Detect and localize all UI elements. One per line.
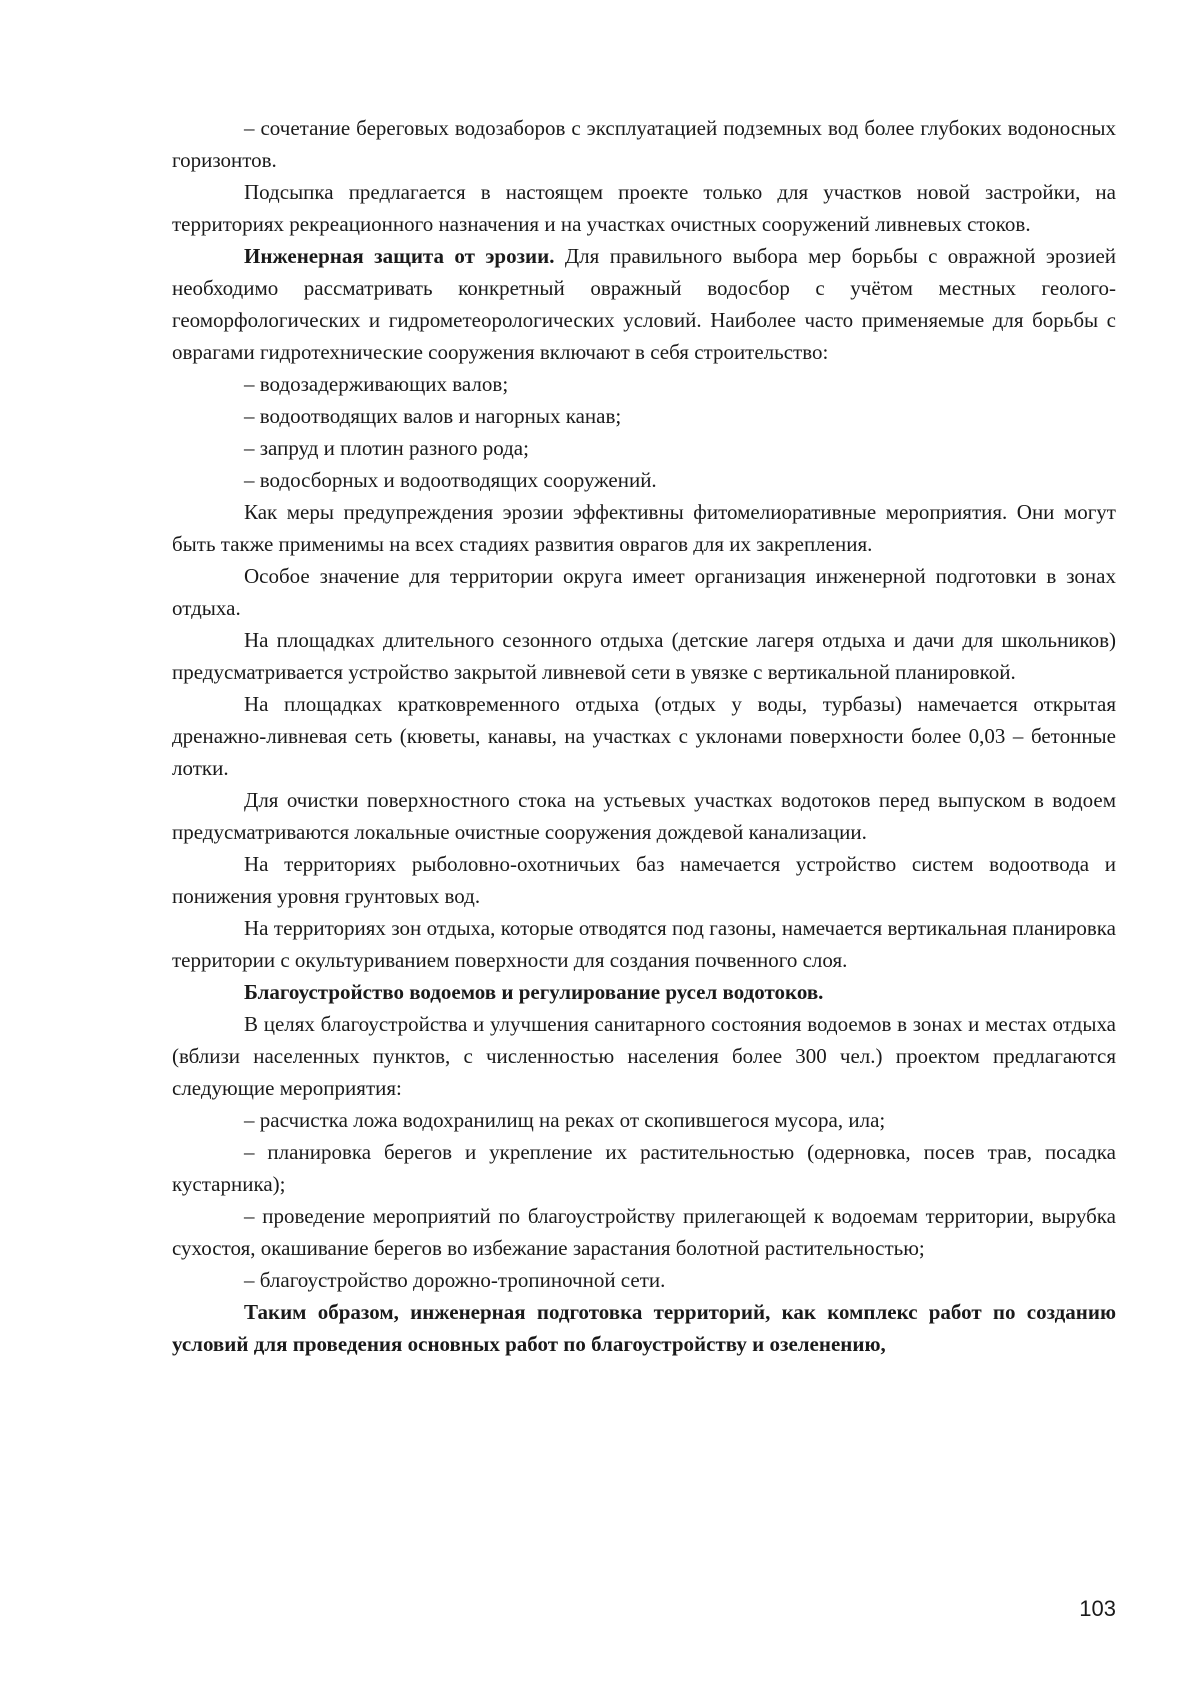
section-heading-reservoirs: Благоустройство водоемов и регулирование русел водотоков. — [244, 980, 824, 1004]
paragraph-16: В целях благоустройства и улучшения санитарного состояния водоемов в зонах и местах отдыха (вблизи населенных пунктов, с численностью населения более 300 чел.) проектом предлагаются следующие мероприятия: — [172, 1012, 1116, 1100]
list-item: – водоотводящих валов и нагорных канав; — [244, 404, 622, 428]
list-item: – планировка берегов и укрепление их растительностью (одерновка, посев трав, посадка кустарника); — [172, 1140, 1116, 1196]
list-item: – расчистка ложа водохранилищ на реках от скопившегося мусора, ила; — [244, 1108, 886, 1132]
conclusion-bold-text: Таким образом, инженерная подготовка территорий, как комплекс работ по созданию условий для проведения основных работ по благоустройству и озеленению, — [172, 1300, 1116, 1356]
paragraph-10: На площадках длительного сезонного отдыха (детские лагеря отдыха и дачи для школьников) предусматривается устройство закрытой ливневой сети в увязке с вертикальной планировкой. — [172, 628, 1116, 684]
paragraph-3 — [172, 240, 1116, 368]
conclusion-paragraph — [172, 1296, 1116, 1360]
paragraph-11: На площадках кратковременного отдыха (отдых у воды, турбазы) намечается открытая дренажно-ливневая сеть (кюветы, канавы, на участках с уклонами поверхности более 0,03 – бетонные лотки. — [172, 692, 1116, 780]
section-heading-erosion: Инженерная защита от эрозии. — [244, 244, 555, 268]
paragraph-1: – сочетание береговых водозаборов с эксплуатацией подземных вод более глубоких водоносных горизонтов. — [172, 116, 1116, 172]
paragraph-8: Как меры предупреждения эрозии эффективны фитомелиоративные мероприятия. Они могут быть также применимы на всех стадиях развития оврагов для их закрепления. — [172, 500, 1116, 556]
paragraph-14: На территориях зон отдыха, которые отводятся под газоны, намечается вертикальная планировка территории с окультуриванием поверхности для создания почвенного слоя. — [172, 916, 1116, 972]
paragraph-12: Для очистки поверхностного стока на устьевых участках водотоков перед выпуском в водоем предусматриваются локальные очистные сооружения дождевой канализации. — [172, 788, 1116, 844]
paragraph-9: Особое значение для территории округа имеет организация инженерной подготовки в зонах отдыха. — [172, 564, 1116, 620]
list-item: – благоустройство дорожно-тропиночной сети. — [244, 1268, 666, 1292]
paragraph-2: Подсыпка предлагается в настоящем проекте только для участков новой застройки, на территориях рекреационного назначения и на участках очистных сооружений ливневых стоков. — [172, 180, 1116, 236]
paragraph-15 — [172, 976, 1116, 1008]
paragraph-3-text: Для правильного выбора мер борьбы с овражной эрозией необходимо рассматривать конкретный овражный водосбор с учётом местных геолого-геоморфологических и гидрометеорологических условий. Наиболее часто применяемые для борьбы с оврагами гидротехнические сооружения включают в себя строительство: — [172, 244, 1116, 364]
list-item: – запруд и плотин разного рода; — [244, 436, 529, 460]
document-page — [172, 112, 1116, 1360]
paragraph-13: На территориях рыболовно-охотничьих баз намечается устройство систем водоотвода и понижения уровня грунтовых вод. — [172, 852, 1116, 908]
list-item: – водосборных и водоотводящих сооружений. — [244, 468, 657, 492]
list-item: – водозадерживающих валов; — [244, 372, 509, 396]
page-number: 103 — [1079, 1596, 1116, 1621]
list-item: – проведение мероприятий по благоустройству прилегающей к водоемам территории, вырубка сухостоя, окашивание берегов во избежание зарастания болотной растительностью; — [172, 1204, 1116, 1260]
